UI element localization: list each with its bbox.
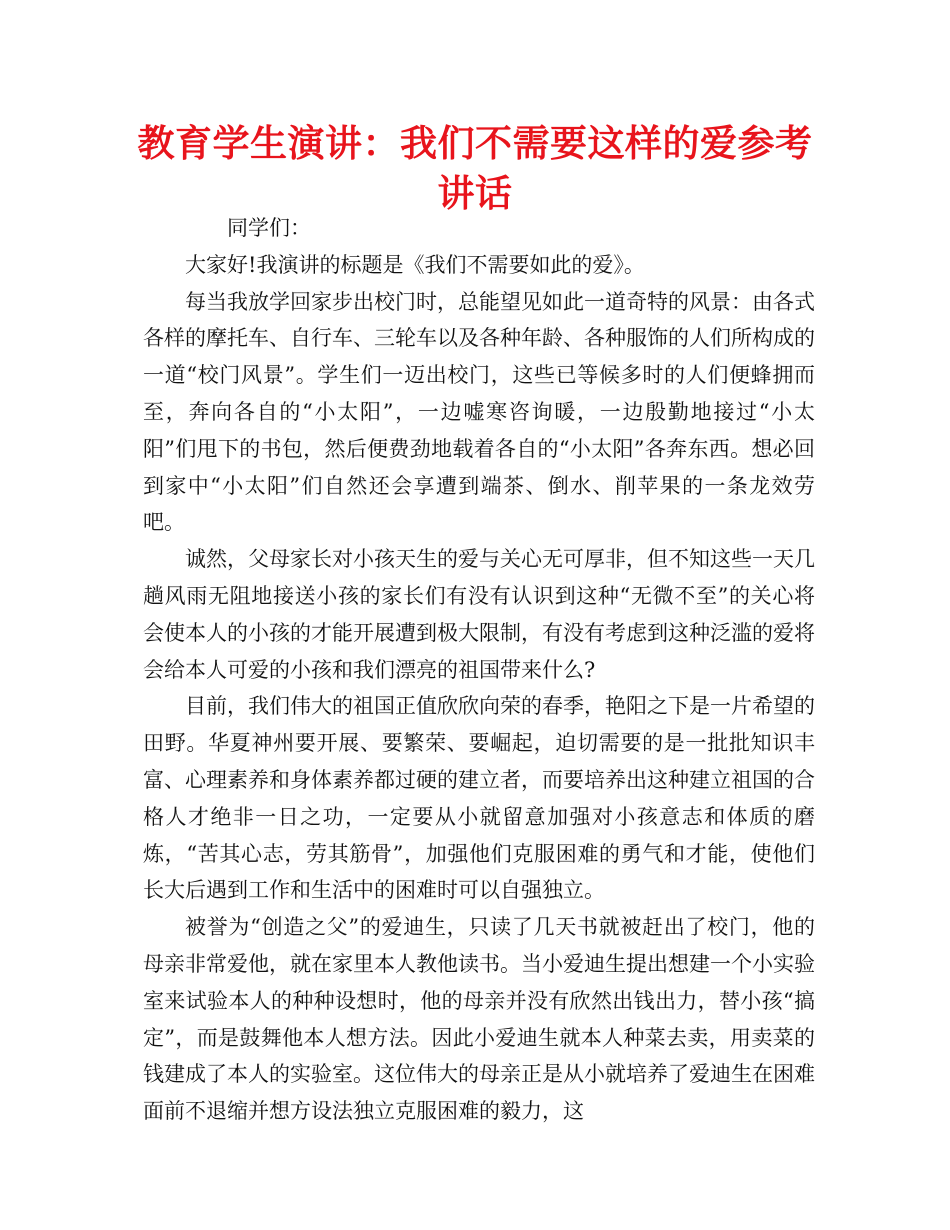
document-body xyxy=(143,210,815,1130)
greeting-paragraph: 大家好!我演讲的标题是《我们不需要如此的爱》。 xyxy=(185,252,645,277)
salutation-paragraph: 同学们： xyxy=(227,216,311,240)
body-paragraph: 诚然，父母家长对小孩天生的爱与关心无可厚非，但不知这些一天几趟风雨无阻地接送小孩的家长们有没有认识到这种“无微不至”的关心将会使本人的小孩的才能开展遭到极大限制，有没有考虑到这种泛滥的爱将会给本人可爱的小孩和我们漂亮的祖国带来什么? xyxy=(143,547,815,682)
document-title: 教育学生演讲：我们不需要这样的爱参考讲话 xyxy=(137,121,813,215)
body-paragraph: 目前，我们伟大的祖国正值欣欣向荣的春季，艳阳之下是一片希望的田野。华夏神州要开展、要繁荣、要崛起，迫切需要的是一批批知识丰富、心理素养和身体素养都过硬的建立者，而要培养出这种建立祖国的合格人才绝非一日之功，一定要从小就留意加强对小孩意志和体质的磨炼，“苦其心志，劳其筋骨”，加强他们克服困难的勇气和才能，使他们长大后遇到工作和生活中的困难时可以自强独立。 xyxy=(143,694,815,903)
body-paragraph: 被誉为“创造之父”的爱迪生，只读了几天书就被赶出了校门，他的母亲非常爱他，就在家里本人教他读书。当小爱迪生提出想建一个小实验室来试验本人的种种设想时，他的母亲并没有欣然出钱出力，替小孩“搞定”，而是鼓舞他本人想方法。因此小爱迪生就本人种菜去卖，用卖菜的钱建成了本人的实验室。这位伟大的母亲正是从小就培养了爱迪生在困难面前不退缩并想方设法独立克服困难的毅力，这 xyxy=(143,915,815,1124)
body-paragraph: 每当我放学回家步出校门时，总能望见如此一道奇特的风景：由各式各样的摩托车、自行车、三轮车以及各种年龄、各种服饰的人们所构成的一道“校门风景”。学生们一迈出校门，这些已等候多时的人们便蜂拥而至，奔向各自的“小太阳”，一边嘘寒咨询暖，一边殷勤地接过“小太阳”们甩下的书包，然后便费劲地载着各自的“小太阳”各奔东西。想必回到家中“小太阳”们自然还会享遭到端茶、倒水、削苹果的一条龙效劳吧。 xyxy=(143,289,815,535)
